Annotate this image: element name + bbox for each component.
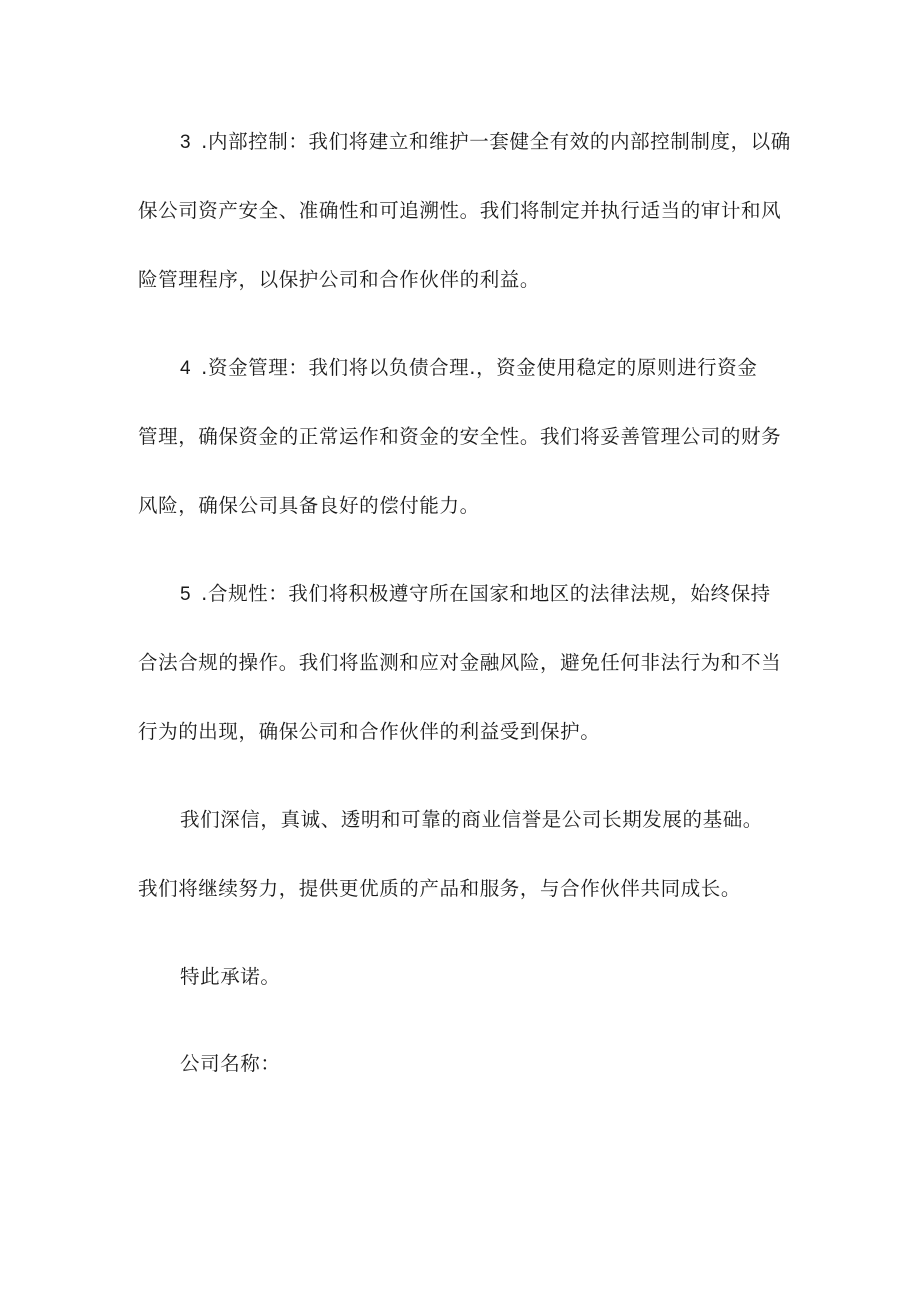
section-text: .资金管理：我们将以负债合理.，资金使用稳定的原则进行资金 (201, 356, 758, 379)
section-4-line-1 (180, 356, 830, 381)
section-4-line-3: 风险，确保公司具备良好的偿付能力。 (138, 494, 480, 517)
section-5-line-1 (180, 582, 830, 607)
section-text: .合规性：我们将积极遵守所在国家和地区的法律法规，始终保持 (201, 582, 771, 605)
pledge-text: 特此承诺。 (180, 965, 281, 988)
closing-line-1: 我们深信，真诚、透明和可靠的商业信誉是公司长期发展的基础。 (180, 808, 763, 831)
section-5-line-3: 行为的出现，确保公司和合作伙伴的利益受到保护。 (138, 720, 601, 743)
section-5-line-2: 合法合规的操作。我们将监测和应对金融风险，避免任何非法行为和不当 (138, 651, 782, 674)
section-3-line-3: 险管理程序，以保护公司和合作伙伴的利益。 (138, 268, 541, 291)
section-number: 4 (180, 358, 192, 379)
section-number: 5 (180, 584, 192, 605)
section-number: 3 (180, 132, 192, 153)
company-name-label: 公司名称： (180, 1052, 281, 1075)
section-3-line-2: 保公司资产安全、准确性和可追溯性。我们将制定并执行适当的审计和风 (138, 199, 782, 222)
section-3-line-1 (180, 130, 830, 155)
section-text: .内部控制：我们将建立和维护一套健全有效的内部控制制度，以确 (201, 130, 791, 153)
closing-line-2: 我们将继续努力，提供更优质的产品和服务，与合作伙伴共同成长。 (138, 877, 742, 900)
section-4-line-2: 管理，确保资金的正常运作和资金的安全性。我们将妥善管理公司的财务 (138, 425, 782, 448)
